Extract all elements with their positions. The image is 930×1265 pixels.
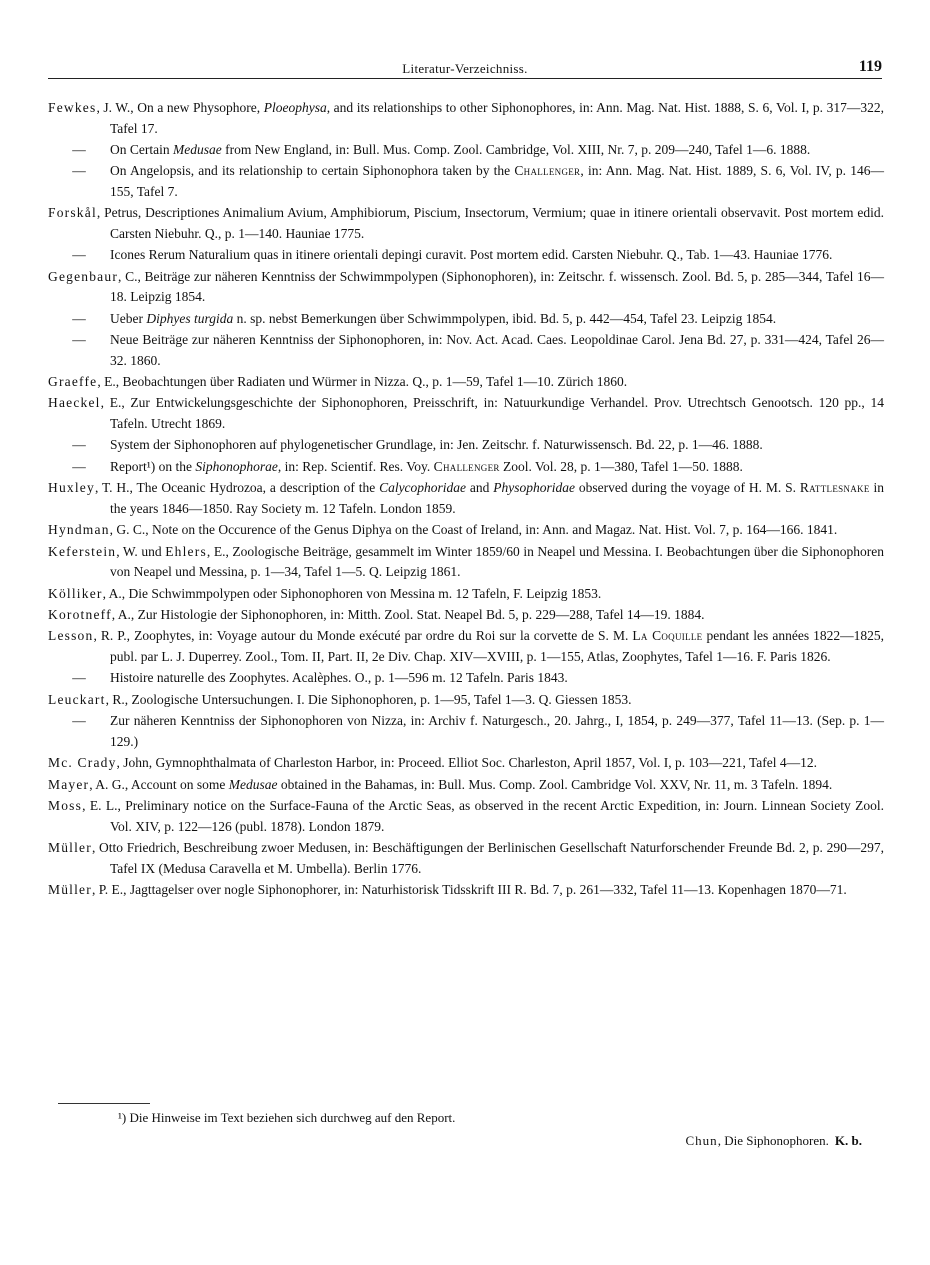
bibliography-entry: Moss, E. L., Preliminary notice on the Surface-Fauna of the Arctic Seas, as observed in the recent Arctic Expedition, in: Journ. Linnean Society Zool. Vol. XIV, p. 122—126 (publ. 1878). London 1879. — [48, 797, 884, 834]
bibliography-entry: — Icones Rerum Naturalium quas in itinere orientali depingi curavit. Post mortem edid. Carsten Niebuhr. Q., Tab. 1—43. Hauniae 1776. — [72, 247, 833, 263]
bibliography-entry: — System der Siphonophoren auf phylogenetischer Grundlage, in: Jen. Zeitschr. f. Naturwissensch. Bd. 22, p. 1—46. 1888. — [72, 437, 763, 453]
signature-author: Chun — [685, 1133, 718, 1148]
bibliography-entry: Korotneff, A., Zur Histologie der Siphonophoren, in: Mitth. Zool. Stat. Neapel Bd. 5, p. 229—288, Tafel 14—19. 1884. — [48, 607, 705, 622]
bibliography-entry: — Ueber Diphyes turgida n. sp. nebst Bemerkungen über Schwimmpolypen, ibid. Bd. 5, p. 442—454, Tafel 23. Leipzig 1854. — [72, 310, 777, 326]
header-rule — [48, 78, 882, 79]
bibliography-entry: — Zur näheren Kenntniss der Siphonophoren von Nizza, in: Archiv f. Naturgesch., 20. Jahrg., I, 1854, p. 249—377, Tafel 11—13. (Sep. p. 1—129.) — [72, 713, 884, 749]
bibliography-entry: Kölliker, A., Die Schwimmpolypen oder Siphonophoren von Messina m. 12 Tafeln, F. Leipzig 1853. — [48, 585, 602, 601]
bibliography-entry: — On Certain Medusae from New England, in: Bull. Mus. Comp. Zool. Cambridge, Vol. XIII, Nr. 7, p. 209—240, Tafel 1—6. 1888. — [72, 141, 811, 157]
bibliography-entry: Fewkes, J. W., On a new Physophore, Ploeophysa, and its relationships to other Siphonophores, in: Ann. Mag. Nat. Hist. 1888, S. 6, Vol. I, p. 317—322, Tafel 17. — [48, 100, 884, 136]
bibliography-list — [48, 98, 884, 901]
bibliography-entry: — Report¹) on the Siphonophorae, in: Rep. Scientif. Res. Voy. Challenger Zool. Vol. 28, p. 1—380, Tafel 1—50. 1888. — [72, 458, 743, 474]
signature-sheet: K. b. — [834, 1133, 862, 1148]
bibliography-entry: Huxley, T. H., The Oceanic Hydrozoa, a description of the Calycophoridae and Physophoridae observed during the voyage of H. M. S. Rattlesnake in the years 1846—1850. Ray Society m. 12 Tafeln. London 1859. — [48, 480, 884, 516]
footnote: ¹) Die Hinweise im Text beziehen sich durchweg auf den Report. — [118, 1110, 456, 1125]
running-title: Literatur-Verzeichniss. — [402, 61, 528, 76]
bibliography-entry: — Neue Beiträge zur näheren Kenntniss der Siphonophoren, in: Nov. Act. Acad. Caes. Leopoldinae Carol. Jena Bd. 27, p. 331—424, Tafel 26—32. 1860. — [72, 332, 884, 368]
bibliography-entry: Mayer, A. G., Account on some Medusae obtained in the Bahamas, in: Bull. Mus. Comp. Zool. Cambridge Vol. XXV, Nr. 11, m. 3 Tafeln. 1894. — [48, 776, 833, 792]
bibliography-entry: Haeckel, E., Zur Entwickelungsgeschichte der Siphonophoren, Preisschrift, in: Natuurkundige Verhandel. Prov. Utrechtsch Genootsch. 120 pp., 14 Tafeln. Utrecht 1869. — [48, 395, 884, 432]
page-number: 119 — [858, 58, 882, 75]
bibliography-entry: Forskål, Petrus, Descriptiones Animalium Avium, Amphibiorum, Piscium, Insectorum, Vermium; quae in itinere orientali observavit. Post mortem edid. Carsten Niebuhr. Q., p. 1—140. Hauniae 1775. — [48, 205, 884, 241]
bibliography-entry: Keferstein, W. und Ehlers, E., Zoologische Beiträge, gesammelt im Winter 1859/60 in Neapel und Messina. I. Beobachtungen über die Siphonophoren von Neapel und Messina, p. 1—34, Tafel 1—5. Q. Leipzig 1861. — [48, 543, 885, 580]
bibliography-entry: Graeffe, E., Beobachtungen über Radiaten und Würmer in Nizza. Q., p. 1—59, Tafel 1—10. Zürich 1860. — [48, 374, 628, 390]
bibliography-entry: — Histoire naturelle des Zoophytes. Acalèphes. O., p. 1—596 m. 12 Tafeln. Paris 1843. — [72, 670, 568, 686]
footnote-rule — [58, 1103, 150, 1104]
bibliography-entry: Müller, P. E., Jagttagelser over nogle Siphonophorer, in: Naturhistorisk Tidsskrift III R. Bd. 7, p. 261—332, Tafel 11—13. Kopenhagen 1870—71. — [48, 881, 847, 897]
sheet-signature — [686, 1133, 862, 1149]
signature-title: , Die Siphonophoren. — [717, 1133, 829, 1148]
bibliography-entry: Lesson, R. P., Zoophytes, in: Voyage autour du Monde exécuté par ordre du Roi sur la corvette de S. M. La Coquille pendant les années 1822—1825, publ. par L. J. Duperrey. Zool., Tom. II, Part. II, 2e Div. Chap. XIV—XVIII, p. 1—155, Atlas, Zoophytes, Tafel 1—16. F. Paris 1826. — [48, 628, 884, 664]
bibliography-entry: Hyndman, G. C., Note on the Occurence of the Genus Diphya on the Coast of Ireland, in: Ann. and Magaz. Nat. Hist. Vol. 7, p. 164—166. 1841. — [48, 522, 838, 538]
bibliography-entry: Gegenbaur, C., Beiträge zur näheren Kenntniss der Schwimmpolypen (Siphonophoren), in: Zeitschr. f. wissensch. Zool. Bd. 5, p. 285—344, Tafel 16—18. Leipzig 1854. — [48, 268, 884, 305]
bibliography-entry: Müller, Otto Friedrich, Beschreibung zwoer Medusen, in: Beschäftigungen der Berlinischen Gesellschaft Naturforschender Freunde Bd. 2, p. 290—297, Tafel IX (Medusa Caravella et M. Umbella). Berlin 1776. — [48, 839, 884, 876]
page-header — [48, 58, 882, 80]
bibliography-entry: Leuckart, R., Zoologische Untersuchungen. I. Die Siphonophoren, p. 1—95, Tafel 1—3. Q. Giessen 1853. — [48, 691, 632, 707]
bibliography-entry: — On Angelopsis, and its relationship to certain Siphonophora taken by the Challenger, in: Ann. Mag. Nat. Hist. 1889, S. 6, Vol. IV, p. 146—155, Tafel 7. — [72, 163, 885, 199]
bibliography-entry: Mc. Crady, John, Gymnophthalmata of Charleston Harbor, in: Proceed. Elliot Soc. Charleston, April 1857, Vol. I, p. 103—221, Tafel 4—12. — [48, 755, 817, 771]
